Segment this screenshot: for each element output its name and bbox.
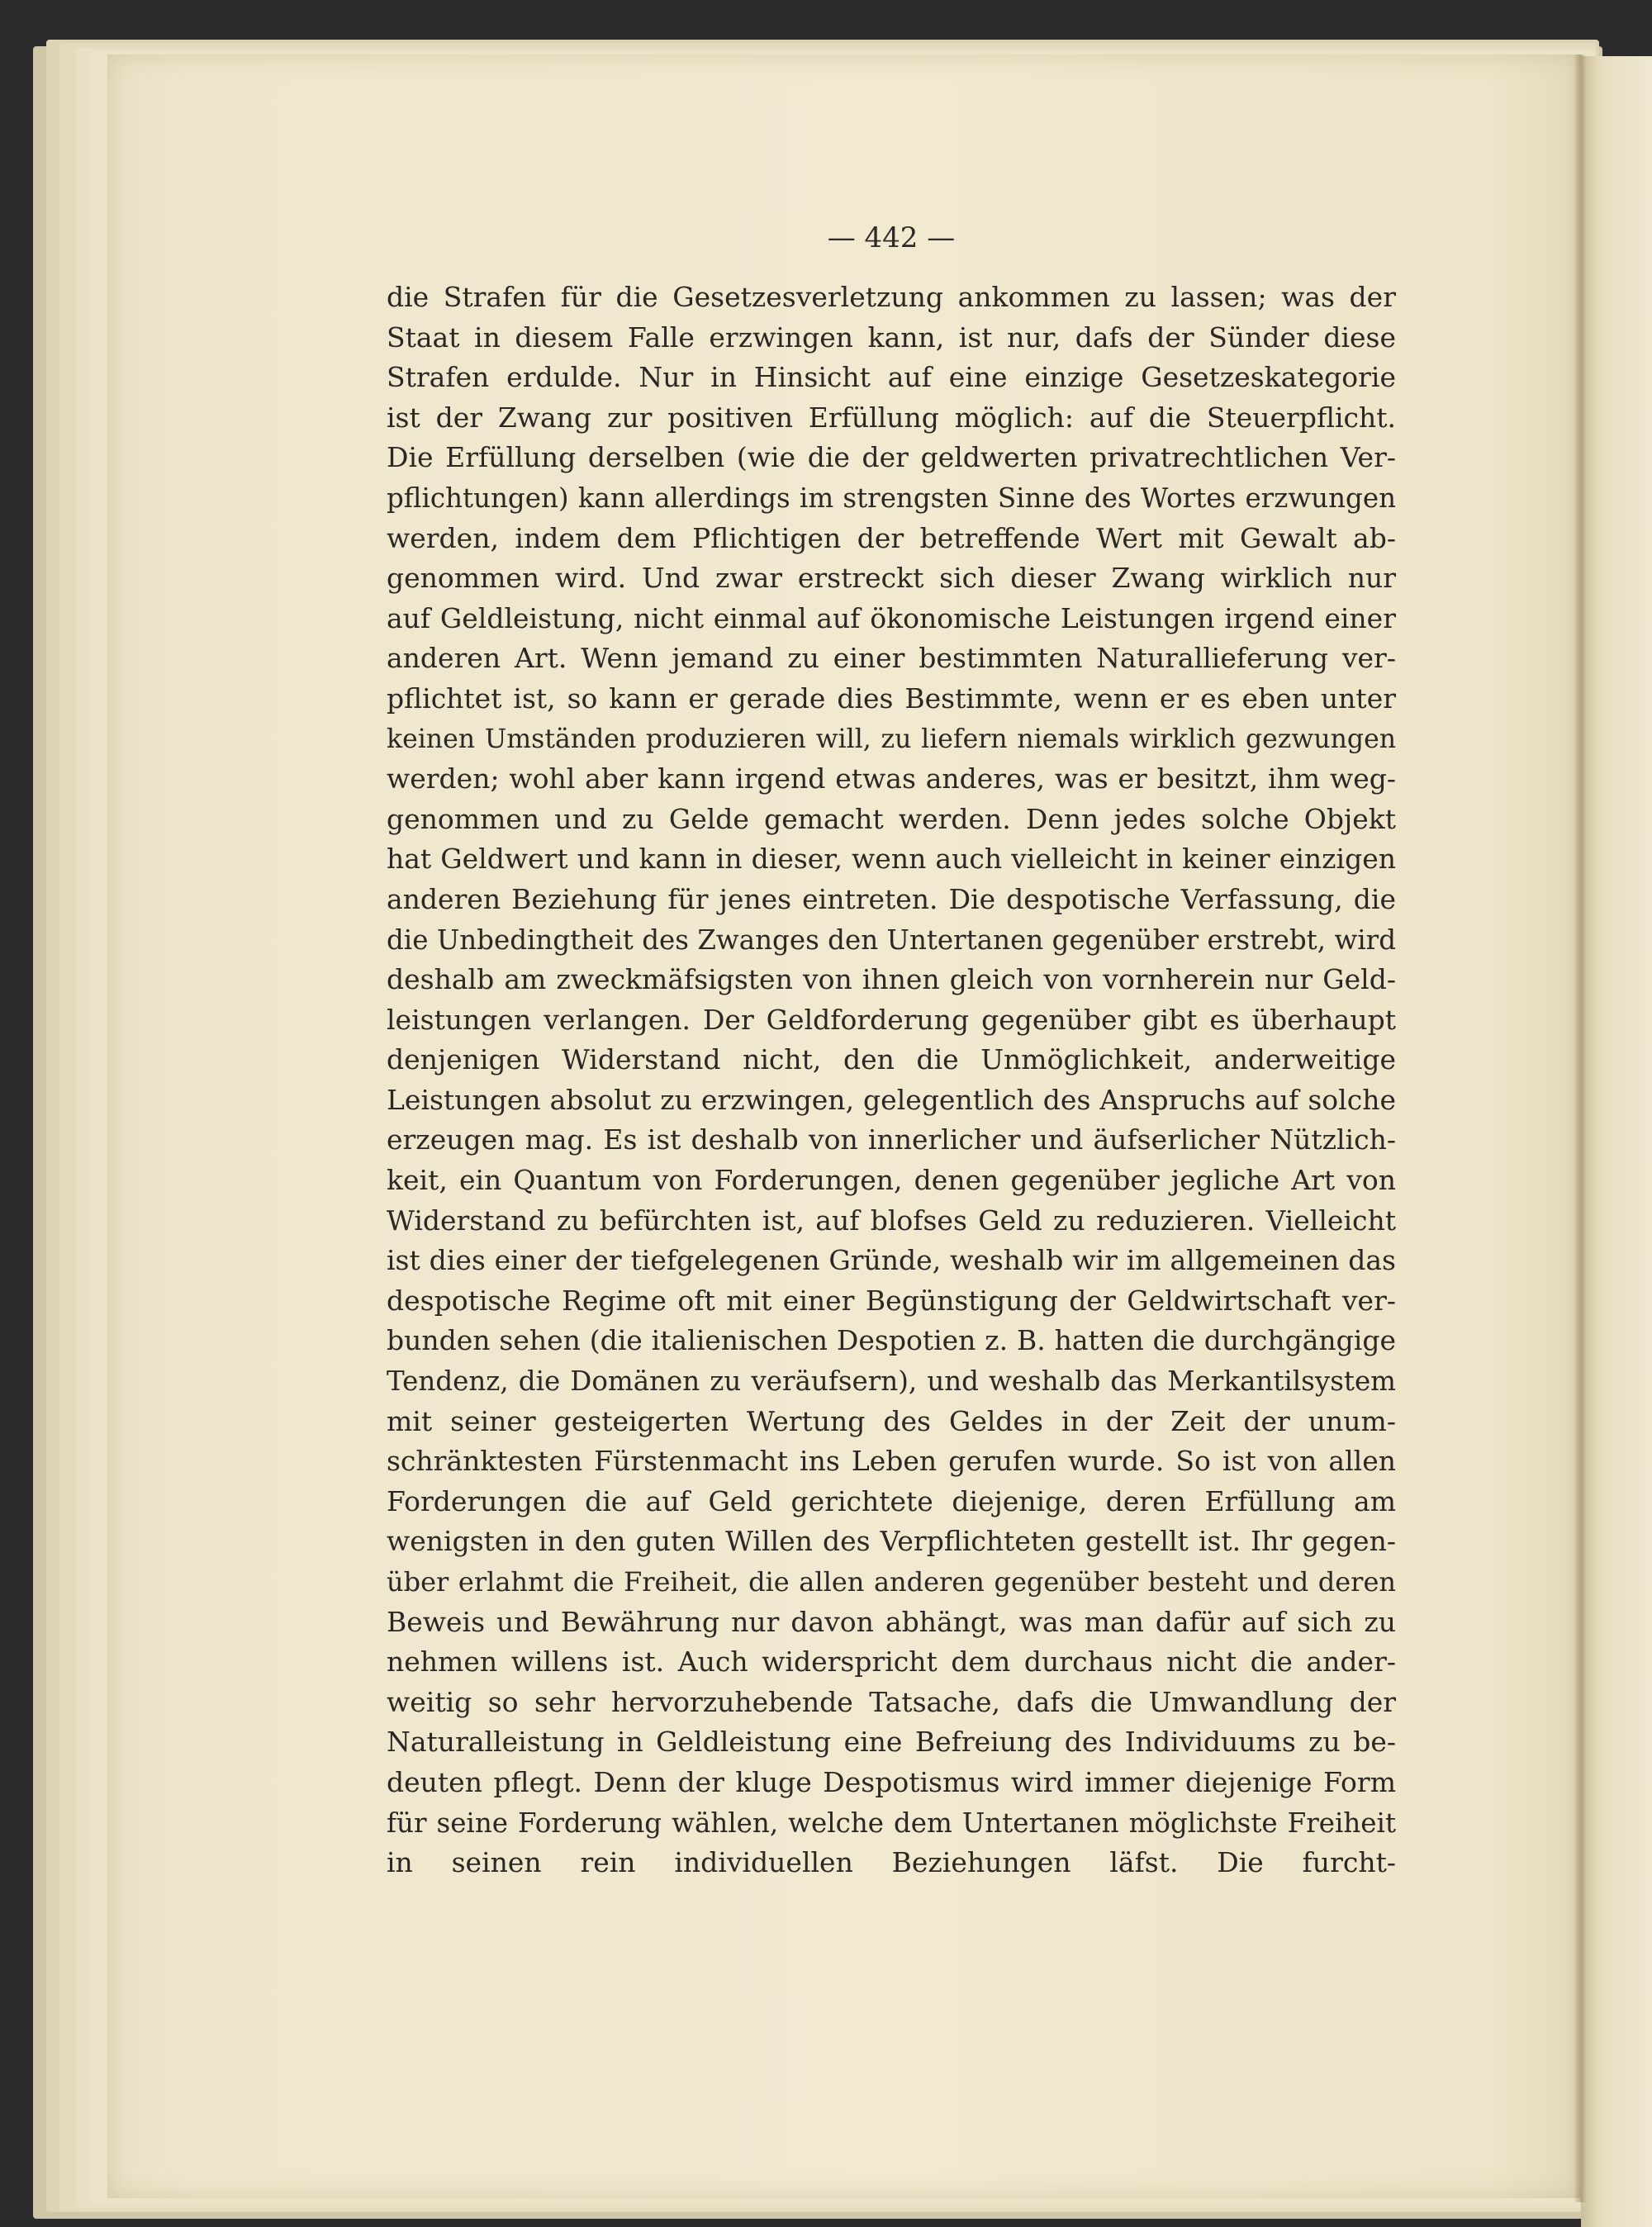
- text-line: Tendenz, die Domänen zu veräufsern), und weshalb das Merkantilsystem: [387, 1365, 1396, 1398]
- adjacent-page-edge: [1581, 56, 1652, 2227]
- text-line: anderen Art. Wenn jemand zu einer bestimmten Naturallieferung ver-: [387, 642, 1396, 675]
- text-line: keit, ein Quantum von Forderungen, denen gegenüber jegliche Art von: [387, 1164, 1396, 1197]
- text-line: für seine Forderung wählen, welche dem Untertanen möglichste Freiheit: [387, 1807, 1396, 1839]
- text-line: pflichtet ist, so kann er gerade dies Bestimmte, wenn er es eben unter: [387, 681, 1396, 715]
- gutter-shadow: [1574, 55, 1587, 2202]
- text-line: Staat in diesem Falle erzwingen kann, ist nur, dafs der Sünder diese: [387, 321, 1396, 354]
- text-line: über erlahmt die Freiheit, die allen anderen gegenüber besteht und deren: [387, 1566, 1396, 1598]
- text-line: genommen wird. Und zwar erstreckt sich dieser Zwang wirklich nur: [387, 562, 1396, 595]
- text-line: bunden sehen (die italienischen Despotien z. B. hatten die durchgängige: [387, 1324, 1396, 1357]
- text-line: hat Geldwert und kann in dieser, wenn auch vielleicht in keiner einzigen: [387, 843, 1396, 876]
- text-line: deuten pflegt. Denn der kluge Despotismus wird immer diejenige Form: [387, 1765, 1396, 1798]
- text-line: weitig so sehr hervorzuhebende Tatsache, dafs die Umwandlung der: [387, 1685, 1396, 1718]
- text-line: Leistungen absolut zu erzwingen, gelegentlich des Anspruchs auf solche: [387, 1083, 1396, 1116]
- text-line: die Strafen für die Gesetzesverletzung ankommen zu lassen; was der: [387, 281, 1396, 313]
- text-line: schränktesten Fürstenmacht ins Leben gerufen wurde. So ist von allen: [387, 1445, 1396, 1478]
- text-line: denjenigen Widerstand nicht, den die Unmöglichkeit, anderweitige: [387, 1043, 1396, 1076]
- text-line: genommen und zu Gelde gemacht werden. Denn jedes solche Objekt: [387, 802, 1396, 835]
- text-line: mit seiner gesteigerten Wertung des Geldes in der Zeit der unum-: [387, 1404, 1396, 1437]
- text-line: auf Geldleistung, nicht einmal auf ökonomische Leistungen irgend einer: [387, 601, 1396, 634]
- text-line: Strafen erdulde. Nur in Hinsicht auf eine einzige Gesetzeskategorie: [387, 361, 1396, 394]
- body-text: [387, 278, 1396, 1883]
- text-line: despotische Regime oft mit einer Begünstigung der Geldwirtschaft ver-: [387, 1284, 1396, 1317]
- text-line: Widerstand zu befürchten ist, auf blofses Geld zu reduzieren. Vielleicht: [387, 1204, 1396, 1237]
- text-line: deshalb am zweckmäfsigsten von ihnen gleich von vornherein nur Geld-: [387, 963, 1396, 996]
- text-line: Forderungen die auf Geld gerichtete diejenige, deren Erfüllung am: [387, 1484, 1396, 1517]
- text-line: nehmen willens ist. Auch widerspricht dem durchaus nicht die ander-: [387, 1645, 1396, 1679]
- text-line: Naturalleistung in Geldleistung eine Befreiung des Individuums zu be-: [387, 1726, 1396, 1759]
- text-line: pflichtungen) kann allerdings im strengsten Sinne des Wortes erzwungen: [387, 482, 1396, 514]
- text-line: die Unbedingtheit des Zwanges den Untertanen gegenüber erstrebt, wird: [387, 924, 1396, 956]
- text-line: ist dies einer der tiefgelegenen Gründe, weshalb wir im allgemeinen das: [387, 1244, 1396, 1277]
- text-line: in seinen rein individuellen Beziehungen läfst. Die furcht-: [387, 1846, 1396, 1879]
- text-line: werden, indem dem Pflichtigen der betreffende Wert mit Gewalt ab-: [387, 521, 1396, 554]
- page-number-header: — 442 —: [827, 221, 956, 254]
- text-line: Die Erfüllung derselben (wie die der geldwerten privatrechtlichen Ver-: [387, 441, 1396, 474]
- text-line: ist der Zwang zur positiven Erfüllung möglich: auf die Steuerpflicht.: [387, 401, 1396, 434]
- text-line: anderen Beziehung für jenes eintreten. Die despotische Verfassung, die: [387, 882, 1396, 915]
- text-line: leistungen verlangen. Der Geldforderung gegenüber gibt es überhaupt: [387, 1003, 1396, 1036]
- text-line: werden; wohl aber kann irgend etwas anderes, was er besitzt, ihm weg-: [387, 762, 1396, 795]
- text-line: wenigsten in den guten Willen des Verpflichteten gestellt ist. Ihr gegen-: [387, 1525, 1396, 1558]
- text-line: erzeugen mag. Es ist deshalb von innerlicher und äufserlicher Nützlich-: [387, 1123, 1396, 1156]
- text-line: Beweis und Bewährung nur davon abhängt, was man dafür auf sich zu: [387, 1605, 1396, 1638]
- text-line: keinen Umständen produzieren will, zu liefern niemals wirklich gezwungen: [387, 724, 1396, 754]
